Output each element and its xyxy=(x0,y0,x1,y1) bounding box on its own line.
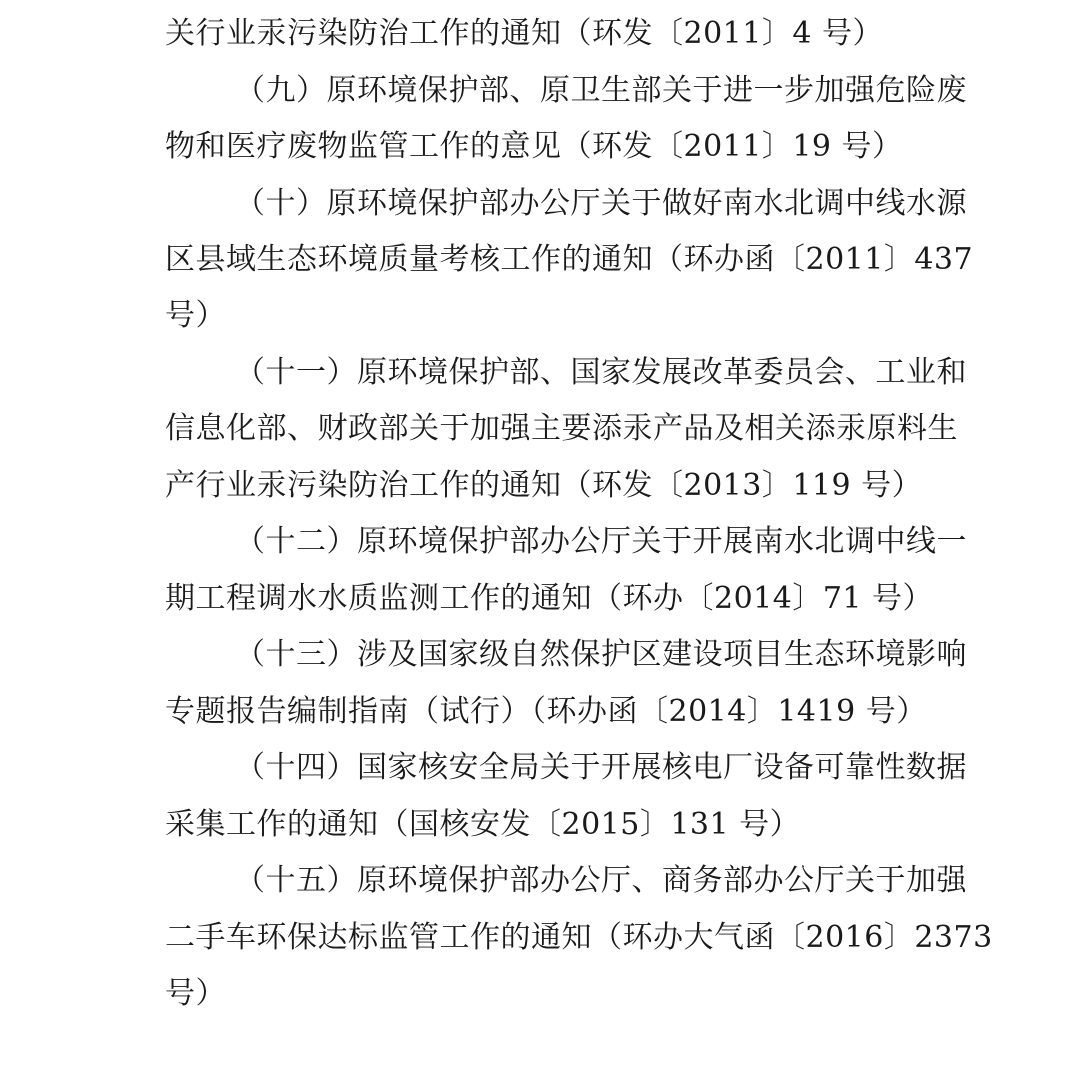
text-line: 号） xyxy=(165,976,226,1011)
text-line: 产行业汞污染防治工作的通知（环发〔2013〕119 号） xyxy=(165,468,923,503)
text-line: 二手车环保达标监管工作的通知（环办大气函〔2016〕2373 xyxy=(165,920,993,955)
text-line: 号） xyxy=(165,298,226,333)
text-line: 区县域生态环境质量考核工作的通知（环办函〔2011〕437 xyxy=(165,242,974,277)
text-line: 物和医疗废物监管工作的意见（环发〔2011〕19 号） xyxy=(165,129,903,164)
text-line: （十五）原环境保护部办公厅、商务部办公厅关于加强 xyxy=(235,863,967,898)
text-line: （十）原环境保护部办公厅关于做好南水北调中线水源 xyxy=(235,186,967,221)
text-line: 信息化部、财政部关于加强主要添汞产品及相关添汞原料生 xyxy=(165,411,958,446)
text-line: 期工程调水水质监测工作的通知（环办〔2014〕71 号） xyxy=(165,581,934,616)
text-line: （十一）原环境保护部、国家发展改革委员会、工业和 xyxy=(235,355,967,390)
text-line: 关行业汞污染防治工作的通知（环发〔2011〕4 号） xyxy=(165,16,883,51)
text-line: （十三）涉及国家级自然保护区建设项目生态环境影响 xyxy=(235,637,967,672)
text-line: 专题报告编制指南（试行）（环办函〔2014〕1419 号） xyxy=(165,694,927,729)
text-line: （九）原环境保护部、原卫生部关于进一步加强危险废 xyxy=(235,73,967,108)
text-line: （十四）国家核安全局关于开展核电厂设备可靠性数据 xyxy=(235,750,967,785)
text-line: 采集工作的通知（国核安发〔2015〕131 号） xyxy=(165,807,801,842)
text-line: （十二）原环境保护部办公厅关于开展南水北调中线一 xyxy=(235,524,967,559)
